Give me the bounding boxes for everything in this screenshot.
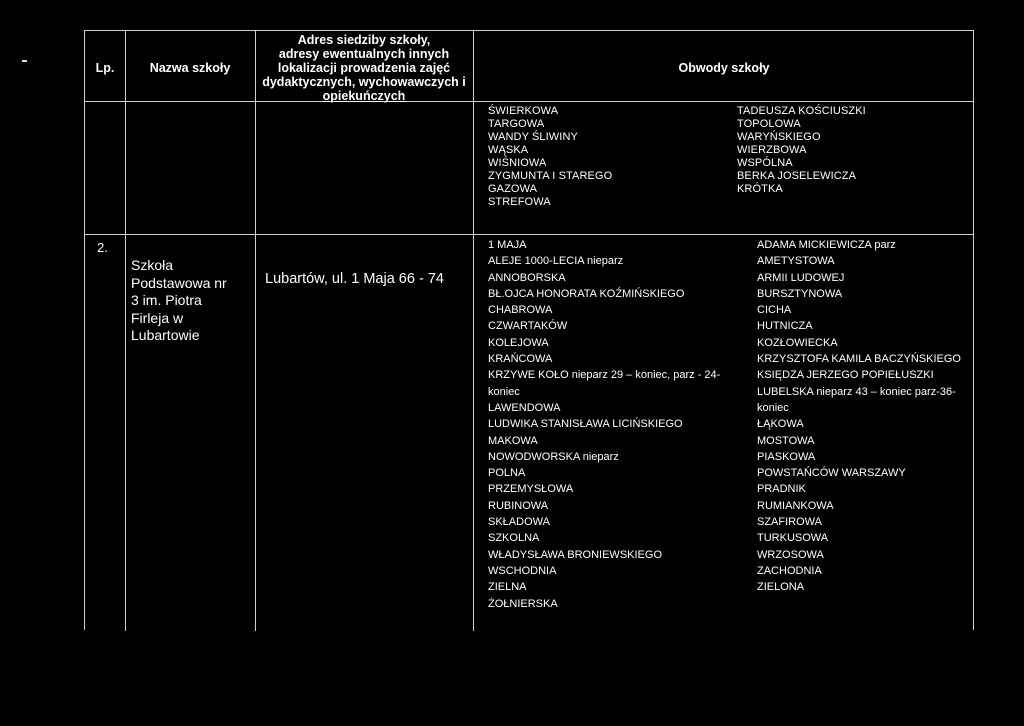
street-item: BURSZTYNOWA (757, 287, 843, 300)
street-item: WARYŃSKIEGO (737, 131, 821, 143)
street-item: KRZYSZTOFA KAMILA BACZYŃSKIEGO (757, 353, 961, 366)
scan-artifact (22, 60, 27, 62)
header-divider (85, 101, 973, 102)
street-item: ŁĄKOWA (757, 418, 804, 431)
header-lp: Lp. (95, 61, 115, 75)
street-item: ZIELNA (488, 581, 527, 594)
street-item: WĄSKA (488, 144, 529, 156)
street-item: PIASKOWA (757, 450, 816, 463)
street-item: 1 MAJA (488, 239, 527, 251)
street-item: AMETYSTOWA (757, 255, 835, 268)
street-item: SZAFIROWA (757, 516, 822, 529)
street-item: ŻOŁNIERSKA (488, 597, 558, 610)
street-item: koniec (757, 401, 789, 414)
street-item: TADEUSZA KOŚCIUSZKI (737, 105, 866, 117)
street-item: WANDY ŚLIWINY (488, 131, 578, 143)
street-item: POLNA (488, 467, 526, 480)
street-item: HUTNICZA (757, 320, 813, 333)
street-item: SZKOLNA (488, 532, 540, 545)
street-item: SKŁADOWA (488, 516, 550, 529)
column-divider-address (473, 31, 474, 631)
row1-left-streets (488, 105, 612, 209)
street-item: BERKA JOSELEWICZA (737, 170, 857, 182)
school-name-line: Szkoła (131, 257, 174, 273)
street-item: KOLEJOWA (488, 336, 549, 349)
row2-school-name (131, 257, 251, 345)
header-address-line: adresy ewentualnych innych (278, 47, 450, 61)
row2-school-address: Lubartów, ul. 1 Maja 66 - 74 (265, 271, 444, 287)
school-name-line: Firleja w (131, 309, 184, 326)
school-name-line: 3 im. Piotra (131, 292, 202, 308)
school-districts-table (84, 30, 974, 630)
street-item: GAZOWA (488, 183, 538, 195)
street-item: TARGOWA (488, 118, 545, 130)
row-divider (85, 234, 973, 235)
street-item: KRAŃCOWA (488, 353, 553, 366)
street-item: PRADNIK (757, 483, 806, 496)
column-divider-lp (125, 31, 126, 631)
row2-lp: 2. (97, 240, 108, 255)
street-item: CZWARTAKÓW (488, 320, 568, 333)
street-item: RUBINOWA (488, 499, 549, 512)
street-item: POWSTAŃCÓW WARSZAWY (757, 467, 906, 480)
street-item: ALEJE 1000-LECIA nieparz (488, 255, 624, 268)
street-item: STREFOWA (488, 196, 551, 208)
street-item: TURKUSOWA (757, 532, 829, 545)
column-divider-name (255, 31, 256, 631)
street-item: ŚWIERKOWA (488, 105, 559, 117)
street-item: LUBELSKA nieparz 43 – koniec parz-36- (757, 385, 956, 398)
street-item: PRZEMYSŁOWA (488, 483, 574, 496)
street-item: WRZOSOWA (757, 548, 824, 561)
street-item: WSPÓLNA (737, 157, 793, 169)
street-item: ANNOBORSKA (488, 271, 566, 284)
street-item: WŁADYSŁAWA BRONIEWSKIEGO (488, 548, 662, 561)
header-school-name: Nazwa szkoły (149, 61, 231, 75)
street-item: WSCHODNIA (488, 564, 557, 577)
street-item: MOSTOWA (757, 434, 815, 447)
row2-right-streets (757, 237, 961, 596)
street-item: LAWENDOWA (488, 401, 561, 414)
street-item: BŁ.OJCA HONORATA KOŹMIŃSKIEGO (488, 287, 685, 300)
row2-left-streets (488, 237, 720, 612)
header-address (255, 33, 473, 103)
street-item: NOWODWORSKA nieparz (488, 450, 619, 463)
street-item: MAKOWA (488, 434, 538, 447)
street-item: ZIELONA (757, 581, 805, 594)
street-item: ZYGMUNTA I STAREGO (488, 170, 613, 182)
school-name-line: Podstawowa nr (131, 274, 227, 291)
street-item: ZACHODNIA (757, 564, 822, 577)
header-address-line: Adres siedziby szkoły, (297, 33, 431, 47)
school-name-line: Lubartowie (131, 327, 200, 343)
street-item: KOZŁOWIECKA (757, 336, 838, 349)
street-item: koniec (488, 385, 520, 398)
header-address-line: dydaktycznych, wychowawczych i (262, 75, 466, 89)
header-districts: Obwody szkoły (678, 61, 770, 75)
header-address-line: lokalizacji prowadzenia zajęć (277, 61, 451, 75)
street-item: KRÓTKA (737, 183, 783, 195)
row1-right-streets (737, 105, 866, 196)
street-item: ADAMA MICKIEWICZA parz (757, 239, 896, 251)
street-item: RUMIANKOWA (757, 499, 834, 512)
street-item: ARMII LUDOWEJ (757, 271, 845, 284)
street-item: WIERZBOWA (737, 144, 807, 156)
street-item: WIŚNIOWA (488, 157, 547, 169)
street-item: CHABROWA (488, 304, 553, 317)
street-item: KRZYWE KOŁO nieparz 29 – koniec, parz - 24- (488, 369, 721, 382)
street-item: TOPOLOWA (737, 118, 801, 130)
street-item: KSIĘDZA JERZEGO POPIEŁUSZKI (757, 369, 934, 382)
street-item: LUDWIKA STANISŁAWA LICIŃSKIEGO (488, 418, 683, 431)
header-address-line: opiekuńczych (322, 89, 406, 103)
street-item: CICHA (757, 304, 792, 317)
